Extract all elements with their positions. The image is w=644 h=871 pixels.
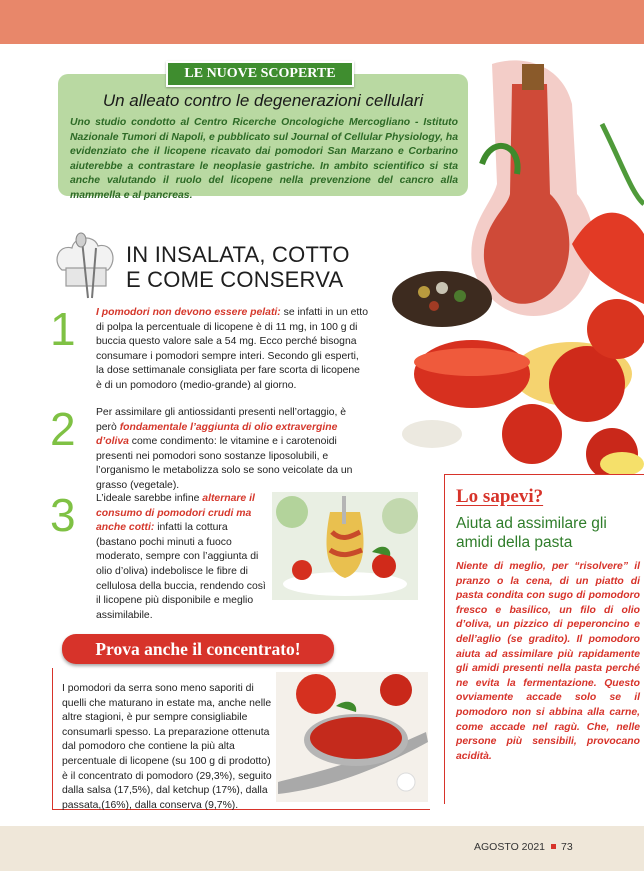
- section-title: IN INSALATA, COTTO E COME CONSERVA: [126, 242, 350, 292]
- discovery-box: [58, 66, 468, 201]
- tip-number-2: 2: [50, 403, 76, 455]
- tip-paragraph-2: Per assimilare gli antiossidanti presenti nell’ortaggio, è però fondamentale l’aggiunta di olio extravergine d’oliva come condimento: le vitamine e i carotenoidi presenti nei pomodori sono sostanze liposolubili, e l’organismo le metabolizza solo se sono veicolate da un grasso (vegetale).: [96, 407, 353, 491]
- tip-highlight-1: I pomodori non devono essere pelati:: [96, 307, 281, 318]
- tip-number-3: 3: [50, 489, 76, 541]
- discovery-subtitle: Un alleato contro le degenerazioni cellulari: [102, 91, 424, 110]
- tip-highlight-2: fondamentale l’aggiunta di olio extravergine d’oliva: [96, 421, 338, 448]
- sidebar-subtitle: Aiuta ad assimilare gli amidi della pasta: [456, 515, 607, 551]
- concentrate-banner: Prova anche il concentrato!: [62, 634, 334, 664]
- tip-highlight-3: alternare il consumo di pomodori crudi ma anche cotti:: [96, 493, 255, 534]
- page-footer: [474, 841, 573, 853]
- sidebar-text: Niente di meglio, per “risolvere” il pranzo o la cena, di un piatto di pasta condita con sugo di pomodoro fresco e basilico, un filo di olio d’oliva, un pizzico di peperoncino e dell’aglio (se gradito). Il pomodoro aiuta ad assimilare più rapidamente gli amidi presenti nella pasta perché ne evita la fermentazione. Questo ovviamente accade solo se il pomodoro non si abbina alla carne, come accade nel ragù. Che, nelle persone più sensibili, provocano acidità.: [456, 561, 640, 762]
- chef-hat-icon: [52, 232, 118, 302]
- tip-number-1: 1: [50, 303, 76, 355]
- footer-issue: AGOSTO 2021: [474, 841, 546, 853]
- sidebar-title: Lo sapevi?: [456, 486, 544, 507]
- footer-page-number: 73: [561, 841, 573, 853]
- concentrate-text: I pomodori da serra sono meno saporiti di quelli che maturano in estate ma, anche nelle altre stagioni, è pur sempre consigliabile consumarli spesso. La preparazione ottenuta dal pomodoro che contiene la più alta percentuale di licopene (su 100 g di prodotto) è il concentrato di pomodoro (29,3%), seguito dalla salsa (17,5%), dal ketchup (17%), dalla passata,(16%), dalla conserva (9,7%).: [62, 683, 272, 811]
- discovery-body: Uno studio condotto al Centro Ricerche Oncologiche Mercogliano - Istituto Nazionale Tumori di Napoli, e pubblicato sul Journal of Cellular Physiology, ha evidenziato che il licopene ricavato dai pomodori San Marzano e Corbarino aiuterebbe a contrastare le neoplasie gastriche. In ambito scientifico si sta anche valutando il ruolo del licopene nella prevenzione del cancro alla mammella e al pancreas.: [70, 117, 458, 201]
- tip-paragraph-1: I pomodori non devono essere pelati: se infatti in un etto di polpa la percentuale di licopene è di 11 mg, in 100 g di buccia questo valore sale a 54 mg. Ecco perché bisogna consumare i pomodori sempre interi. Secondo gli esperti, la dose settimanale consigliata per fare scorta di licopene è di un pomodoro (medio-grande) al giorno.: [96, 307, 368, 391]
- top-color-band: [0, 0, 644, 44]
- discovery-tag: LE NUOVE SCOPERTE: [166, 61, 354, 87]
- tip-paragraph-3: L’ideale sarebbe infine alternare il consumo di pomodori crudi ma anche cotti: infatti la cottura (bastano pochi minuti a fuoco moderato, sempre con l’aggiunta di olio d’oliva) indebolisce le fibre di cellulosa della buccia, rendendo così il licopene più disponibile e meglio assimilabile.: [96, 493, 266, 621]
- spaghetti-fork-photo: [272, 492, 418, 600]
- footer-square-icon: [551, 844, 556, 849]
- tomato-paste-spoon-photo: [276, 672, 428, 802]
